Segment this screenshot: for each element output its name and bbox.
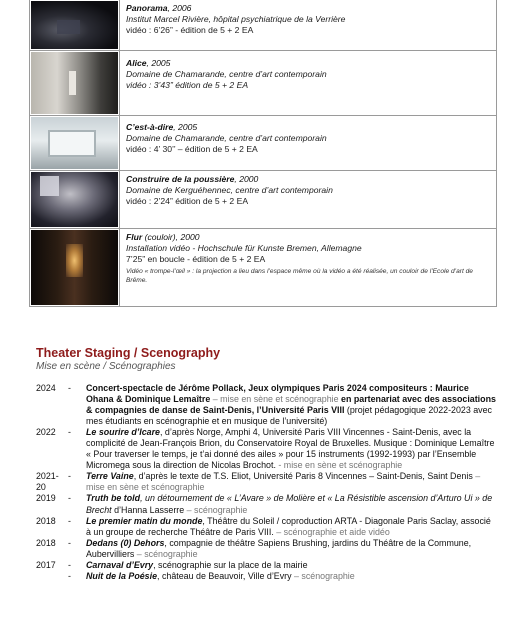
entry-text-segment: Terre Vaine [86, 471, 134, 482]
work-thumbnail-panorama [30, 0, 120, 50]
entry-year: 2022 [36, 427, 56, 438]
work-place: Domaine de Chamarande, centre d’art contemporain [126, 133, 327, 143]
entry-year: 2018 [36, 515, 56, 526]
work-year: , 2005 [146, 58, 171, 68]
work-place: Domaine de Kerguéhennec, centre d’art contemporain [126, 185, 333, 195]
theater-entry [36, 471, 498, 493]
entry-text-segment: , d’après Norge, Amphi 4, Université Paris VIII Vincennes - Saint-Denis, avec la complicité de Jean-François Brion, du Conservatoire Royal de Bruxelles. Musique : Dominique Lemaître « Pour traverser le temps, je t’ai donné des ailes » pour 15 instruments (1992-1993) par l’Ensemble Micromega sous la direction de Nicolas Brochot. [86, 427, 495, 471]
work-info [120, 171, 496, 228]
entry-description [86, 427, 498, 471]
work-place: Domaine de Chamarande, centre d’art contemporain [126, 69, 327, 79]
work-row-alice [30, 50, 496, 115]
work-thumbnail-flur [30, 229, 120, 306]
work-title: Panorama [126, 3, 168, 13]
theater-entry [36, 383, 498, 427]
entry-description [86, 516, 498, 538]
work-place: Installation vidéo - Hochschule für Kunste Bremen, Allemagne [126, 243, 362, 253]
entry-description [86, 471, 498, 493]
entry-dash: - [68, 570, 71, 581]
entry-dash: - [68, 559, 71, 570]
entry-description [86, 560, 498, 571]
entry-text-segment: – scénographie [184, 504, 248, 515]
entry-text-segment: , scénographie sur la place de la mairie [153, 559, 308, 570]
work-video-info: vidéo : 6’26” - édition de 5 + 2 EA [126, 25, 254, 35]
entry-dash: - [68, 427, 71, 438]
work-thumbnail-cest-a-dire [30, 116, 120, 170]
entry-year: 2017 [36, 559, 56, 570]
entry-description [86, 383, 498, 427]
theater-entry [36, 538, 498, 560]
work-thumbnail-alice [30, 51, 120, 115]
work-info [120, 51, 496, 115]
entry-text-segment: – mise en sène et scénographie [86, 471, 481, 493]
entry-description [86, 538, 498, 560]
theater-entry [36, 516, 498, 538]
entry-dash: - [68, 383, 71, 393]
work-title: Construire de la poussière [126, 174, 235, 184]
entry-text-segment: – mise en sène et scénographie [210, 394, 342, 405]
work-title: Flur [126, 232, 143, 242]
work-video-info: vidéo : 4’ 30’’ – édition de 5 + 2 EA [126, 144, 258, 154]
works-table [29, 0, 497, 307]
work-note: Vidéo « trompe-l’œil » : la projection a lieu dans l’espace même où la vidéo a été réalisée, un couloir de l’Ecole d’art de Brême. [126, 268, 473, 284]
work-info [120, 229, 496, 306]
work-title: C’est-à-dire [126, 122, 174, 132]
entry-dash: - [68, 537, 71, 548]
entry-text-segment: Carnaval d’Evry [86, 559, 154, 570]
entry-text-segment: - mise en sène et scénographie [275, 460, 403, 471]
entry-text-segment: , Théâtre du Soleil / coproduction ARTA - Diagonale Paris Saclay, associé à un groupe de recherche Théâtre de Paris VIII. [86, 515, 491, 537]
section-title: Theater Staging / Scenography [36, 346, 221, 360]
work-title-line [126, 174, 490, 185]
work-info [120, 0, 496, 50]
theater-entry [36, 427, 498, 471]
work-video-info: 7’25” en boucle - édition de 5 + 2 EA [126, 254, 266, 264]
entry-text-segment: – scénographie [291, 570, 355, 581]
work-year: , 2000 [234, 174, 259, 184]
theater-entries-list [36, 383, 498, 582]
entry-text-segment: Dedans (0) Dehors [86, 537, 165, 548]
work-title: Alice [126, 58, 147, 68]
work-info [120, 116, 496, 170]
entry-text-segment: d’Hanna Lasserre [111, 504, 185, 515]
work-video-info: vidéo : 2’24” édition de 5 + 2 EA [126, 196, 249, 206]
work-video-info: vidéo : 3’43” édition de 5 + 2 EA [126, 80, 249, 90]
entry-text-segment: en partenariat avec des associations & compagnies de danse de Saint-Denis, l’Université Paris VIII [86, 394, 496, 416]
entry-text-segment: Nuit de la Poésie [86, 570, 158, 581]
work-year: , 2006 [167, 3, 192, 13]
entry-text-segment: , compagnie de théâtre Sapiens Brushing, jardins du Théâtre de la Commune, Aubervilliers [86, 537, 472, 559]
work-subtitle: (couloir) [142, 232, 176, 242]
entry-text-segment: , château de Beauvoir, Ville d’Evry [157, 570, 292, 581]
entry-description [86, 571, 498, 582]
work-title-line [126, 122, 490, 133]
work-year: , 2000 [175, 232, 200, 242]
work-row-flur [30, 228, 496, 306]
entry-text-segment: Le premier matin du monde [86, 515, 203, 526]
entry-text-segment: – scénographie [134, 548, 198, 559]
work-title-line [126, 3, 490, 14]
entry-text-segment: (projet pédagogique 2022-2023 avec mes étudiants en scénographie et en musique de l’université) [86, 405, 492, 427]
entry-dash: - [68, 493, 71, 504]
entry-text-segment: Le sourire d’Icare [86, 427, 160, 438]
work-row-construire [30, 170, 496, 228]
theater-entry [36, 560, 498, 571]
entry-text-segment: , un détournement de « L’Avare » de Molière et « La Résistible ascension d’Arturo Ui » de Brecht [86, 493, 493, 515]
entry-text-segment: – scénographie et aide vidéo [273, 526, 390, 537]
entry-year [36, 571, 68, 582]
theater-entry [36, 571, 498, 582]
entry-dash: - [68, 471, 71, 482]
entry-dash: - [68, 515, 71, 526]
work-row-cest-a-dire [30, 115, 496, 170]
work-year: , 2005 [173, 122, 198, 132]
entry-text-segment: Truth be told [86, 493, 141, 504]
work-thumbnail-construire [30, 171, 120, 228]
work-row-panorama [30, 0, 496, 50]
entry-year: 2021-20 [36, 471, 59, 493]
entry-year: 2019 [36, 493, 56, 504]
section-subtitle: Mise en scène / Scénographies [36, 361, 176, 372]
entry-text-segment: , d’après le texte de T.S. Eliot, Université Paris 8 Vincennes – Saint-Denis, Saint Denis [133, 471, 473, 482]
work-title-line [126, 58, 490, 69]
entry-year: 2024 [36, 383, 56, 393]
entry-text-segment: Concert-spectacle de Jérôme Pollack, Jeux olympiques Paris 2024 compositeurs : Maurice Ohana & Dominique Lemaître [86, 383, 469, 405]
work-place: Institut Marcel Rivière, hôpital psychiatrique de la Verrière [126, 14, 346, 24]
entry-year: 2018 [36, 537, 56, 548]
entry-description [86, 493, 498, 515]
work-title-line [126, 232, 490, 243]
theater-entry [36, 493, 498, 515]
